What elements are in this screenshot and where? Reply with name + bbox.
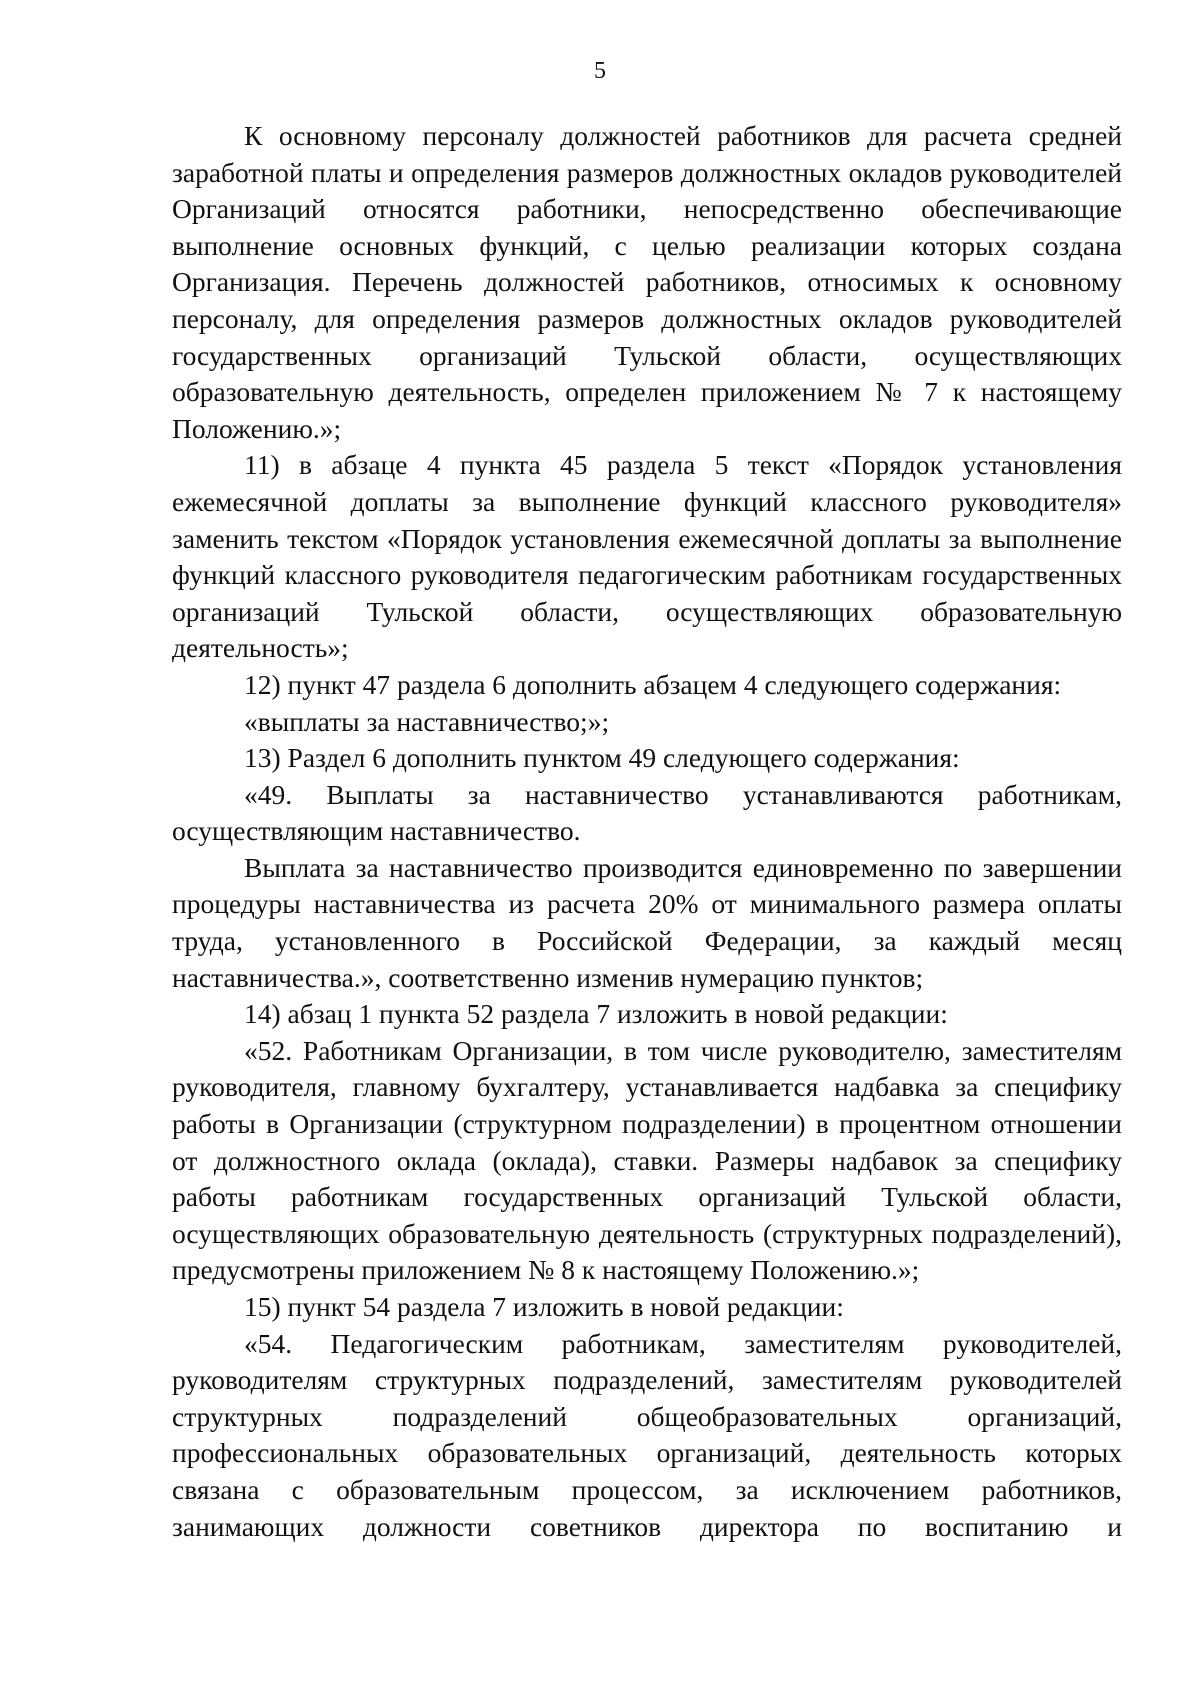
paragraph-main-staff: К основному персоналу должностей работников для расчета средней заработной платы и определения размеров должностных окладов руководителей Организаций относятся работники, непосредственно обеспечивающие выполнение основных функций, с целью реализации которых создана Организация. Перечень должностей работников, относимых к основному персоналу, для определения размеров должностных окладов руководителей государственных организаций Тульской области, осуществляющих образовательную деятельность, определен приложением № 7 к настоящему Положению.»; <box>172 120 1122 444</box>
paragraph-point-49: «49. Выплаты за наставничество устанавливаются работникам, осуществляющим наставничество. <box>172 778 1122 847</box>
paragraph-item-12: 12) пункт 47 раздела 6 дополнить абзацем 4 следующего содержания: <box>244 668 1062 700</box>
paragraph-point-54: «54. Педагогическим работникам, заместителям руководителей, руководителям структурных подразделений, заместителям руководителей структурных подразделений общеобразовательных организаций, профессиональных образовательных организаций, деятельность которых связана с образовательным процессом, за исключением работников, занимающих должности советников директора по воспитанию и <box>172 1327 1122 1542</box>
paragraph-point-52: «52. Работникам Организации, в том числе руководителю, заместителям руководителя, главному бухгалтеру, устанавливается надбавка за специфику работы в Организации (структурном подразделении) в процентном отношении от должностного оклада (оклада), ставки. Размеры надбавок за специфику работы работникам государственных организаций Тульской области, осуществляющих образовательную деятельность (структурных подразделений), предусмотрены приложением № 8 к настоящему Положению.»; <box>172 1034 1122 1286</box>
paragraph-item-15: 15) пункт 54 раздела 7 изложить в новой редакции: <box>244 1291 844 1322</box>
paragraph-item-11: 11) в абзаце 4 пункта 45 раздела 5 текст «Порядок установления ежемесячной доплаты за выполнение функций классного руководителя» заменить текстом «Порядок установления ежемесячной доплаты за выполнение функций классного руководителя педагогическим работникам государственных организаций Тульской области, осуществляющих образовательную деятельность»; <box>172 449 1122 664</box>
page-number: 5 <box>594 58 606 84</box>
paragraph-point-49-payment: Выплата за наставничество производится единовременно по завершении процедуры наставничества из расчета 20% от минимального размера оплаты труда, установленного в Российской Федерации, за каждый месяц наставничества.», соответственно изменив нумерацию пунктов; <box>172 851 1122 993</box>
document-body <box>172 118 1122 1545</box>
paragraph-item-12-quote: «выплаты за наставничество;»; <box>244 705 610 737</box>
paragraph-item-14: 14) абзац 1 пункта 52 раздела 7 изложить в новой редакции: <box>244 998 948 1030</box>
paragraph-item-13: 13) Раздел 6 дополнить пунктом 49 следующего содержания: <box>244 742 960 774</box>
